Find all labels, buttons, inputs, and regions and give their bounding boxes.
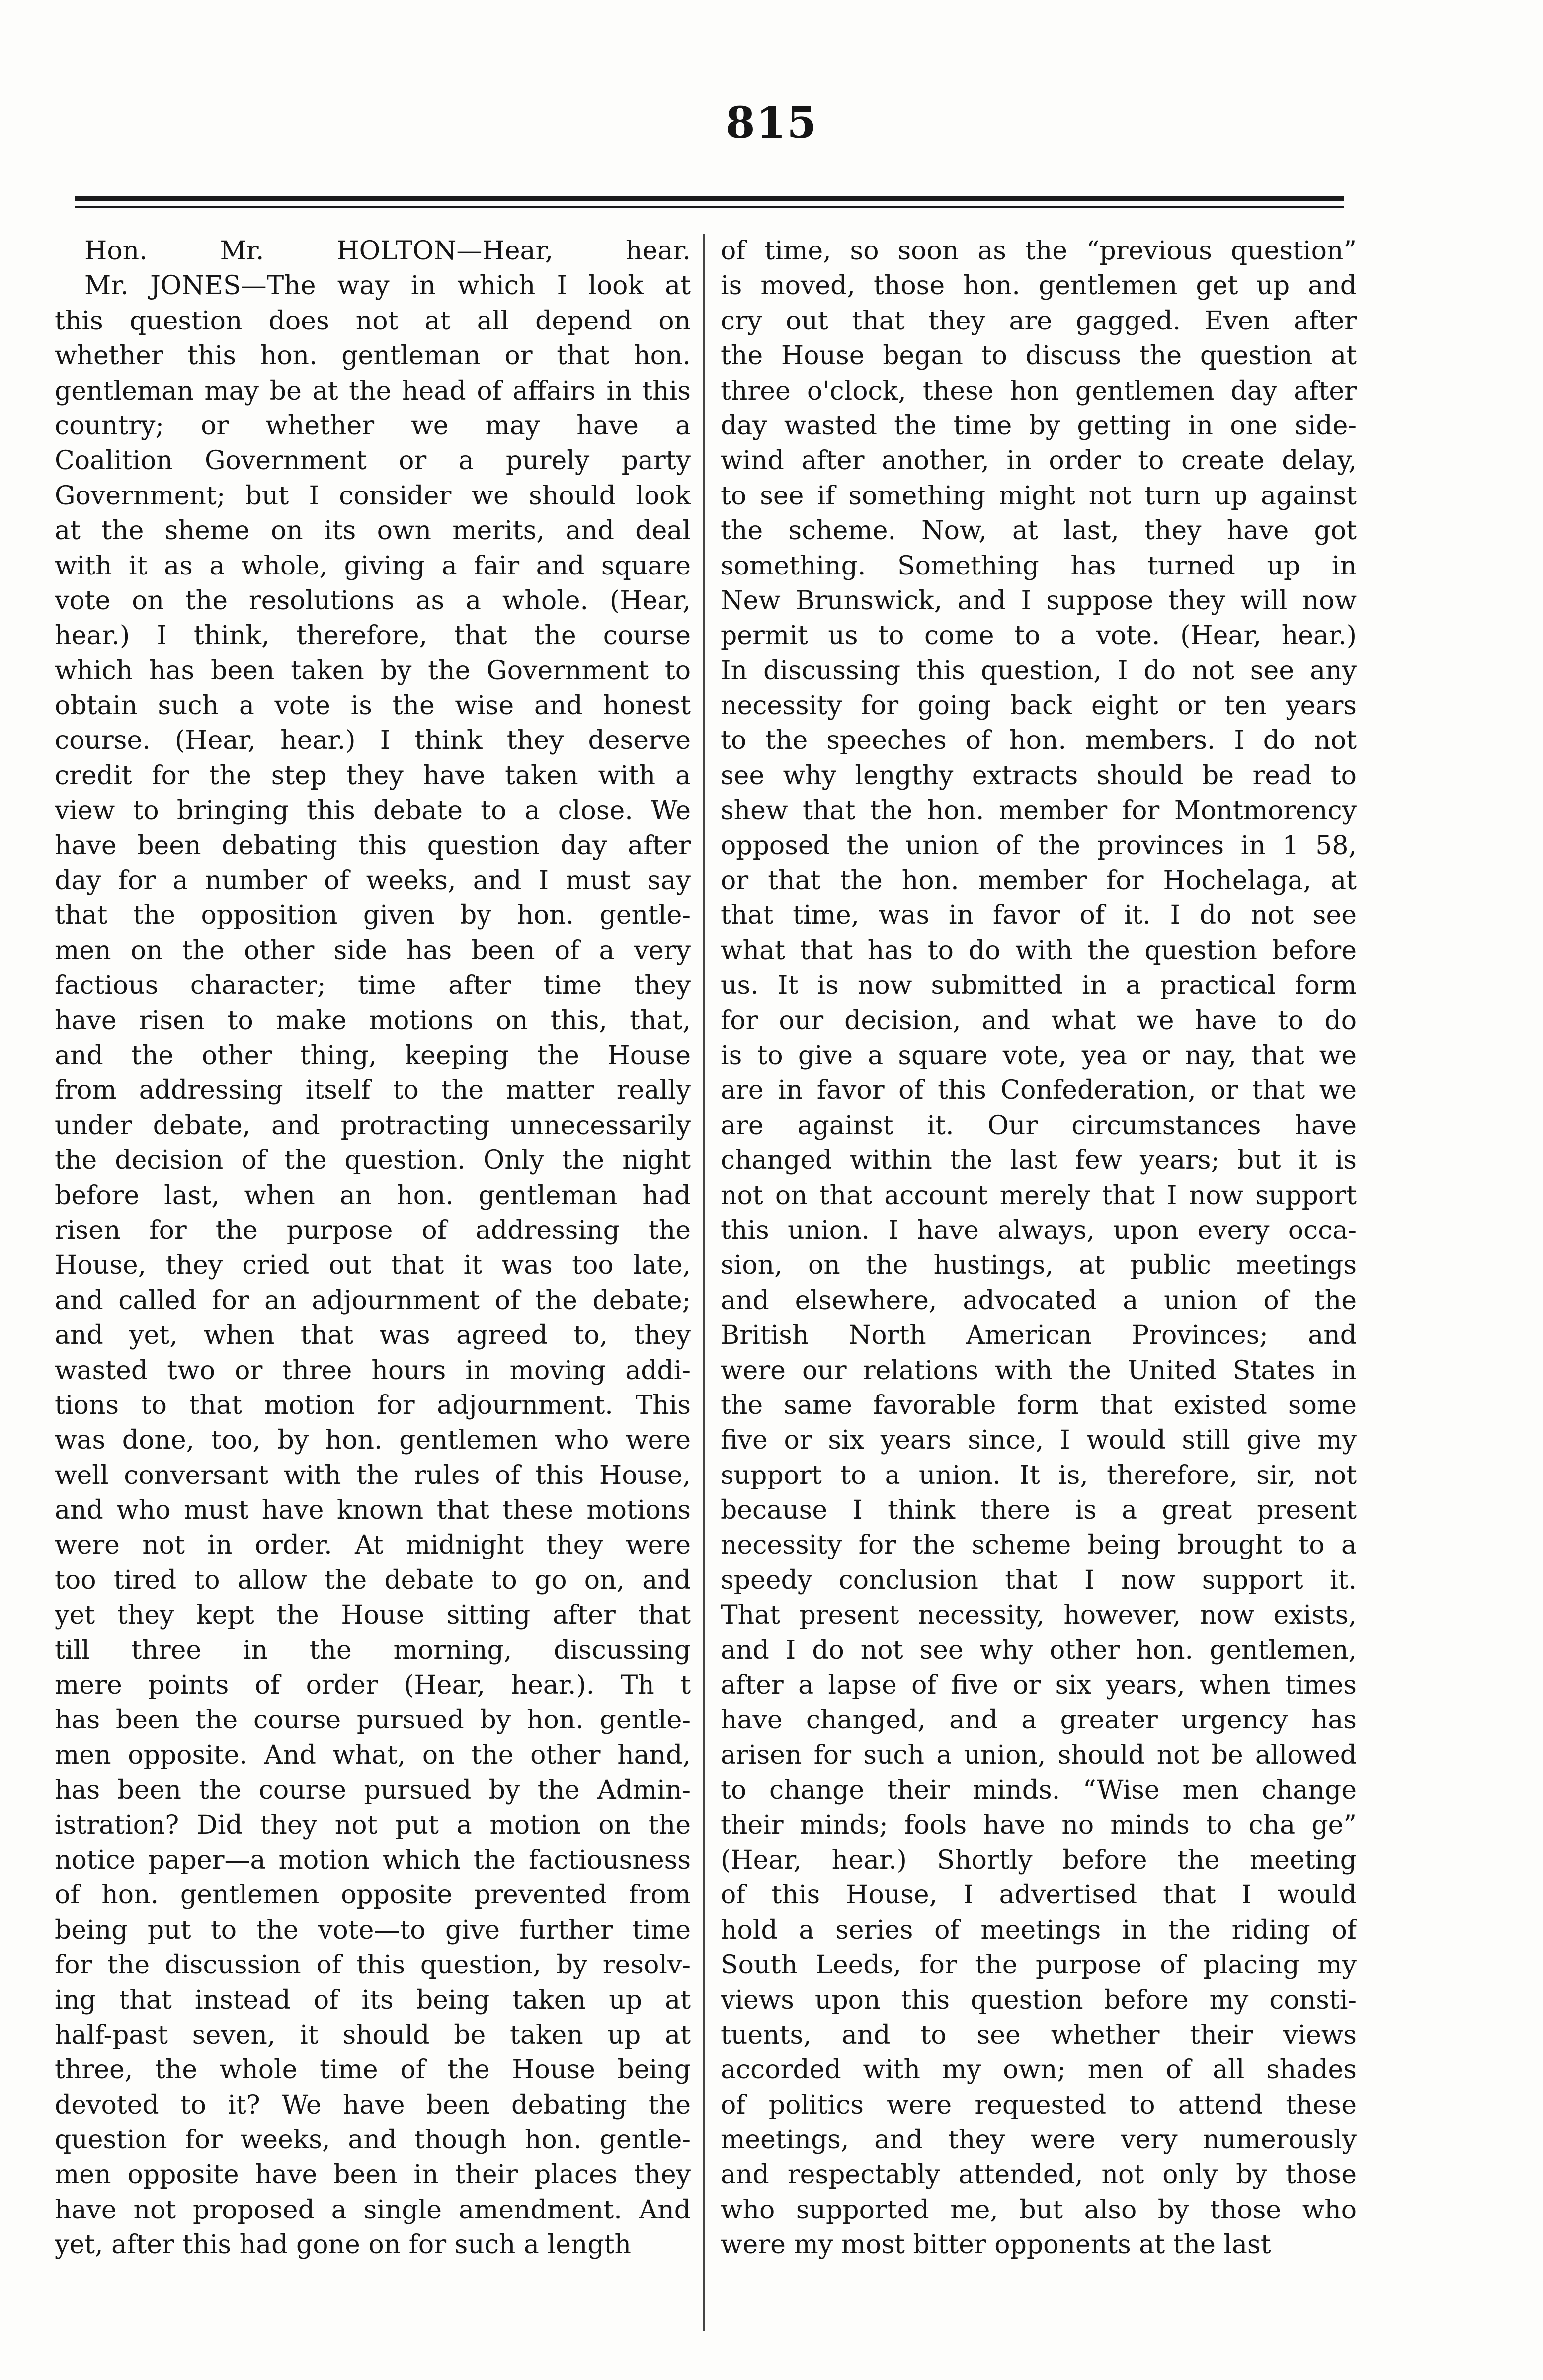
text-line: (Hear, hear.) Shortly before the meeting [721,1845,1357,1875]
text-line: and respectably attended, not only by those [721,2160,1357,2190]
text-line: or that the hon. member for Hochelaga, at [721,866,1357,896]
text-line: wind after another, in order to create delay, [721,446,1357,476]
text-line: support to a union. It is, therefore, sir, not [721,1460,1357,1490]
page-number: 815 [725,98,818,148]
text-line: shew that the hon. member for Montmorency [721,796,1357,826]
text-line: gentleman may be at the head of affairs in this [55,376,691,406]
text-line: have been debating this question day after [55,830,691,861]
text-line: opposed the union of the provinces in 1 58, [721,830,1357,861]
text-line: were my most bitter opponents at the last [721,2230,1271,2260]
text-line: risen for the purpose of addressing the [55,1215,691,1245]
text-line: the House began to discuss the question at [721,341,1357,371]
text-line: men opposite. And what, on the other hand, [55,1740,691,1770]
text-line: Hon. Mr. HOLTON—Hear, hear. [84,236,691,266]
text-line: South Leeds, for the purpose of placing my [721,1950,1357,1980]
text-line: men opposite have been in their places they [55,2160,691,2190]
text-line: three, the whole time of the House being [55,2055,691,2085]
right-column [721,234,1357,2336]
text-line: well conversant with the rules of this House, [55,1460,691,1490]
text-line: sion, on the hustings, at public meetings [721,1250,1357,1281]
text-line: too tired to allow the debate to go on, and [55,1565,691,1595]
text-line: view to bringing this debate to a close. We [55,796,691,826]
text-line: which has been taken by the Government to [55,656,691,686]
text-line: credit for the step they have taken with a [55,760,691,791]
text-line: cry out that they are gagged. Even after [721,306,1357,336]
text-line: ing that instead of its being taken up at [55,1985,691,2015]
text-line: necessity for going back eight or ten years [721,691,1357,721]
text-line: have changed, and a greater urgency has [721,1705,1357,1735]
text-line: and the other thing, keeping the House [55,1040,691,1070]
text-line: half-past seven, it should be taken up at [55,2020,691,2050]
text-line: are against it. Our circumstances have [721,1110,1357,1141]
text-line: for the discussion of this question, by resolv- [55,1950,691,1980]
text-line: was done, too, by hon. gentlemen who were [55,1425,691,1456]
text-line: factious character; time after time they [55,971,691,1001]
text-line: the same favorable form that existed some [721,1390,1357,1420]
text-line: three o'clock, these hon gentlemen day after [721,376,1357,406]
text-line: accorded with my own; men of all shades [721,2055,1357,2085]
text-line: is to give a square vote, yea or nay, that we [721,1040,1357,1070]
text-line: men on the other side has been of a very [55,935,691,966]
text-line: Mr. JONES—The way in which I look at [84,271,691,301]
text-line: before last, when an hon. gentleman had [55,1180,691,1211]
text-line: of time, so soon as the “previous question” [721,236,1357,266]
text-line: that time, was in favor of it. I do not see [721,901,1357,931]
text-line: this question does not at all depend on [55,306,691,336]
text-line: meetings, and they were very numerously [721,2125,1357,2155]
text-line: to change their minds. “Wise men change [721,1775,1357,1806]
text-line: yet, after this had gone on for such a length [55,2230,632,2260]
text-line: day wasted the time by getting in one side- [721,410,1357,441]
text-line: this union. I have always, upon every occa- [721,1215,1357,1245]
text-line: In discussing this question, I do not see any [721,656,1357,686]
text-line: obtain such a vote is the wise and honest [55,691,691,721]
text-line: from addressing itself to the matter really [55,1075,691,1106]
text-line: that the opposition given by hon. gentle- [55,901,691,931]
text-line: of hon. gentlemen opposite prevented from [55,1880,691,1910]
text-line: notice paper—a motion which the factiousness [55,1845,691,1875]
text-line: hear.) I think, therefore, that the course [55,621,691,651]
text-line: were our relations with the United States in [721,1355,1357,1386]
text-line: is moved, those hon. gentlemen get up and [721,271,1357,301]
text-line: with it as a whole, giving a fair and square [55,551,691,581]
text-line: because I think there is a great present [721,1495,1357,1526]
text-line: have risen to make motions on this, that, [55,1005,691,1036]
text-line: of politics were requested to attend these [721,2090,1357,2120]
text-line: something. Something has turned up in [721,551,1357,581]
text-line: has been the course pursued by hon. gentle- [55,1705,691,1735]
text-line: see why lengthy extracts should be read to [721,760,1357,791]
text-line: British North American Provinces; and [721,1320,1357,1351]
text-line: yet they kept the House sitting after that [55,1600,691,1631]
text-line: are in favor of this Confederation, or that we [721,1075,1357,1106]
text-line: tions to that motion for adjournment. This [55,1390,691,1420]
text-line: what that has to do with the question before [721,935,1357,966]
text-line: That present necessity, however, now exists, [721,1600,1357,1631]
text-line: who supported me, but also by those who [721,2195,1357,2225]
text-line: for our decision, and what we have to do [721,1005,1357,1036]
text-line: us. It is now submitted in a practical form [721,971,1357,1001]
column-divider [703,234,705,2331]
text-line: mere points of order (Hear, hear.). Th t [55,1670,691,1701]
text-line: were not in order. At midnight they were [55,1530,691,1560]
text-line: arisen for such a union, should not be allowed [721,1740,1357,1770]
text-line: whether this hon. gentleman or that hon. [55,341,691,371]
text-line: necessity for the scheme being brought to a [721,1530,1357,1560]
text-line: Government; but I consider we should look [55,481,691,511]
header-rule-thin [75,206,1344,208]
text-line: the scheme. Now, at last, they have got [721,516,1357,546]
text-line: hold a series of meetings in the riding of [721,1915,1357,1945]
text-line: and elsewhere, advocated a union of the [721,1285,1357,1315]
text-line: have not proposed a single amendment. And [55,2195,691,2225]
text-line: speedy conclusion that I now support it. [721,1565,1357,1595]
text-line: New Brunswick, and I suppose they will now [721,585,1357,616]
text-line: views upon this question before my consti- [721,1985,1357,2015]
text-line: and who must have known that these motions [55,1495,691,1526]
text-line: of this House, I advertised that I would [721,1880,1357,1910]
text-line: after a lapse of five or six years, when times [721,1670,1357,1701]
text-line: devoted to it? We have been debating the [55,2090,691,2120]
text-line: the decision of the question. Only the night [55,1146,691,1176]
text-line: day for a number of weeks, and I must say [55,866,691,896]
text-line: five or six years since, I would still give my [721,1425,1357,1456]
text-line: tuents, and to see whether their views [721,2020,1357,2050]
text-line: to the speeches of hon. members. I do not [721,726,1357,756]
left-column [55,234,691,2336]
text-line: to see if something might not turn up against [721,481,1357,511]
text-line: their minds; fools have no minds to cha ge” [721,1810,1357,1840]
text-line: istration? Did they not put a motion on the [55,1810,691,1840]
text-line: question for weeks, and though hon. gentle- [55,2125,691,2155]
header-rule-thick [75,196,1344,201]
text-line: course. (Hear, hear.) I think they deserve [55,726,691,756]
text-line: country; or whether we may have a [55,410,691,441]
text-line: and called for an adjournment of the debate; [55,1285,691,1315]
text-line: Coalition Government or a purely party [55,446,691,476]
text-line: under debate, and protracting unnecessarily [55,1110,691,1141]
text-line: has been the course pursued by the Admin- [55,1775,691,1806]
text-line: permit us to come to a vote. (Hear, hear.) [721,621,1357,651]
text-line: and I do not see why other hon. gentlemen, [721,1635,1357,1665]
text-line: not on that account merely that I now support [721,1180,1357,1211]
text-line: till three in the morning, discussing [55,1635,691,1665]
text-line: wasted two or three hours in moving addi- [55,1355,691,1386]
text-line: and yet, when that was agreed to, they [55,1320,691,1351]
text-line: being put to the vote—to give further time [55,1915,691,1945]
text-line: vote on the resolutions as a whole. (Hear, [55,585,691,616]
text-line: changed within the last few years; but it is [721,1146,1357,1176]
text-line: at the sheme on its own merits, and deal [55,516,691,546]
text-line: House, they cried out that it was too late, [55,1250,691,1281]
